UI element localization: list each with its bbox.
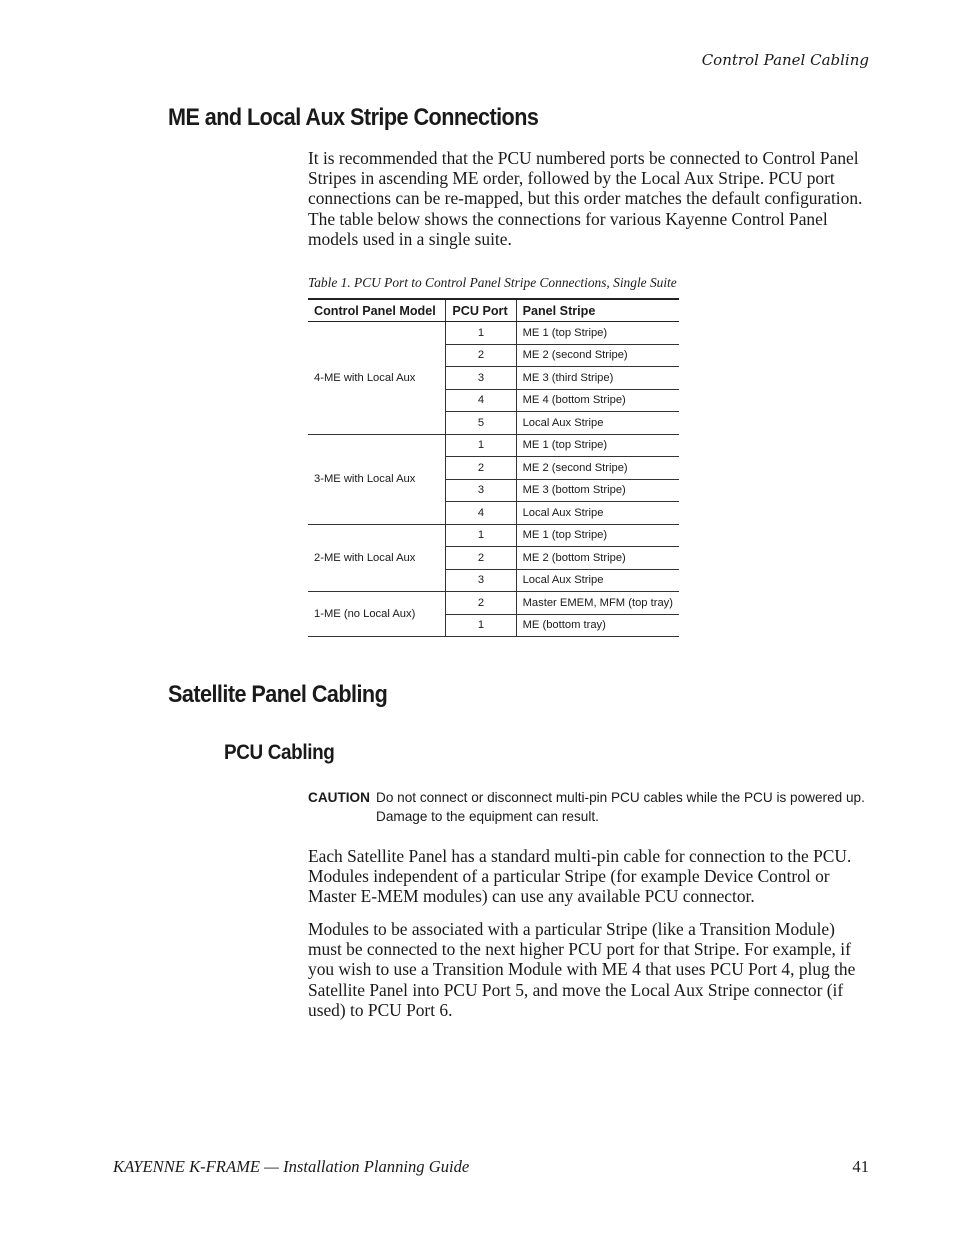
column-header-stripe: Panel Stripe — [516, 299, 679, 322]
section-heading-satellite: Satellite Panel Cabling — [168, 681, 388, 708]
port-cell: 2 — [446, 547, 516, 570]
table-caption: Table 1. PCU Port to Control Panel Stripe Connections, Single Suite — [308, 275, 677, 290]
stripe-cell: Local Aux Stripe — [516, 412, 679, 435]
model-cell: 4-ME with Local Aux — [308, 322, 446, 435]
port-cell: 1 — [446, 614, 516, 637]
stripe-cell: ME 3 (third Stripe) — [516, 367, 679, 390]
running-head: Control Panel Cabling — [701, 51, 869, 69]
port-cell: 2 — [446, 457, 516, 480]
port-cell: 3 — [446, 479, 516, 502]
model-cell: 2-ME with Local Aux — [308, 524, 446, 592]
stripe-cell: Local Aux Stripe — [516, 569, 679, 592]
table-row — [308, 524, 679, 547]
stripe-cell: ME 1 (top Stripe) — [516, 434, 679, 457]
page-number: 41 — [852, 1157, 869, 1176]
port-cell: 1 — [446, 434, 516, 457]
subheading-pcu-cabling: PCU Cabling — [224, 741, 335, 764]
satellite-paragraph-1: Each Satellite Panel has a standard multi-pin cable for connection to the PCU. Modules independent of a particular Stripe (for example Device Control or Master E-MEM modules) can use any available PCU connector. — [308, 846, 852, 907]
stripe-cell: ME 1 (top Stripe) — [516, 524, 679, 547]
table-row — [308, 434, 679, 457]
port-cell: 3 — [446, 569, 516, 592]
intro-paragraph: It is recommended that the PCU numbered ports be connected to Control Panel Stripes in ascending ME order, followed by the Local Aux Stripe. PCU port connections can be re-mapped, but this order matches the default configuration. The table below shows the connections for various Kayenne Control Panel models used in a single suite. — [308, 148, 863, 249]
stripe-cell: ME 3 (bottom Stripe) — [516, 479, 679, 502]
model-cell: 1-ME (no Local Aux) — [308, 592, 446, 637]
stripe-cell: ME 2 (bottom Stripe) — [516, 547, 679, 570]
port-cell: 2 — [446, 344, 516, 367]
port-cell: 5 — [446, 412, 516, 435]
footer-title: KAYENNE K-FRAME — Installation Planning Guide — [113, 1157, 470, 1176]
model-cell: 3-ME with Local Aux — [308, 434, 446, 524]
caution-note — [308, 788, 868, 826]
table-row — [308, 322, 679, 345]
stripe-cell: ME 1 (top Stripe) — [516, 322, 679, 345]
stripe-cell: ME 4 (bottom Stripe) — [516, 389, 679, 412]
table-header-row — [308, 299, 679, 322]
stripe-cell: Local Aux Stripe — [516, 502, 679, 525]
section-heading-me-local-aux: ME and Local Aux Stripe Connections — [168, 104, 539, 131]
caution-label: CAUTION — [308, 790, 370, 805]
port-cell: 4 — [446, 389, 516, 412]
port-cell: 3 — [446, 367, 516, 390]
port-cell: 4 — [446, 502, 516, 525]
table-row — [308, 592, 679, 615]
table-body — [308, 322, 679, 637]
stripe-cell: ME (bottom tray) — [516, 614, 679, 637]
connections-table — [308, 298, 679, 637]
port-cell: 1 — [446, 524, 516, 547]
satellite-paragraph-2: Modules to be associated with a particular Stripe (like a Transition Module) must be connected to the next higher PCU port for that Stripe. For example, if you wish to use a Transition Module with ME 4 that uses PCU Port 4, plug the Satellite Panel into PCU Port 5, and move the Local Aux Stripe connector (if used) to PCU Port 6. — [308, 919, 856, 1020]
caution-text: Do not connect or disconnect multi-pin PCU cables while the PCU is powered up. Damage to the equipment can result. — [376, 790, 865, 824]
column-header-model: Control Panel Model — [308, 299, 446, 322]
stripe-cell: ME 2 (second Stripe) — [516, 344, 679, 367]
column-header-port: PCU Port — [446, 299, 516, 322]
port-cell: 2 — [446, 592, 516, 615]
port-cell: 1 — [446, 322, 516, 345]
stripe-cell: Master EMEM, MFM (top tray) — [516, 592, 679, 615]
stripe-cell: ME 2 (second Stripe) — [516, 457, 679, 480]
